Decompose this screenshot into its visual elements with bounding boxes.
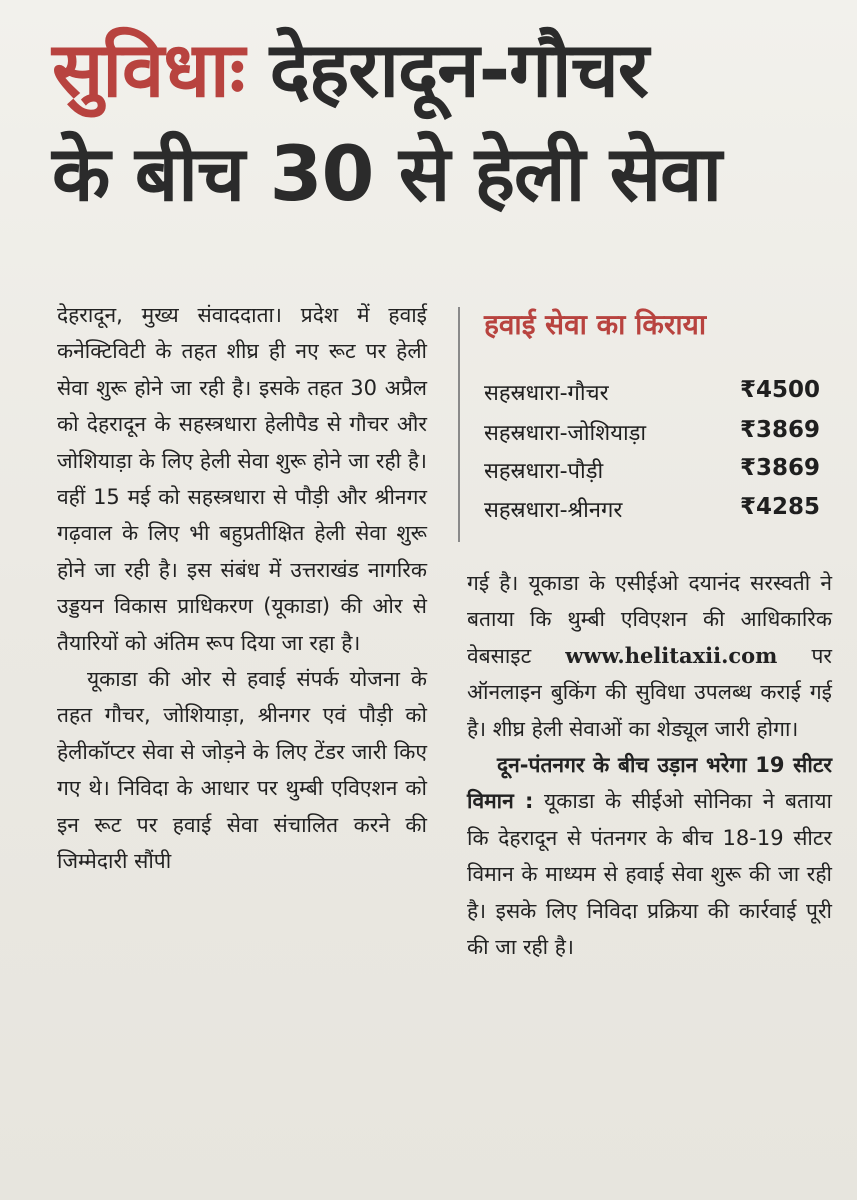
fare-price: ₹4285 [739, 494, 820, 520]
fare-route: सहस्रधारा-जोशियाड़ा [484, 421, 647, 446]
article-text: पर ऑनलाइन बुकिंग की सुविधा उपलब्ध कराई गई है। शीघ्र हेली सेवाओं का शेड्यूल जारी होगा। [467, 643, 832, 741]
fare-row [484, 494, 820, 532]
fare-box-title: हवाई सेवा का किराया [484, 308, 707, 341]
headline-kicker: सुविधाः [52, 25, 245, 114]
article-paragraph [467, 747, 832, 965]
article-left-column [57, 297, 427, 880]
fare-row [484, 455, 820, 493]
fare-route: सहस्रधारा-गौचर [484, 381, 609, 406]
fare-route: सहस्रधारा-पौड़ी [484, 459, 604, 484]
headline-line-1-text: देहरादून-गौचर [269, 25, 648, 114]
article-paragraph: यूकाडा की ओर से हवाई संपर्क योजना के तहत गौचर, जोशियाड़ा, श्रीनगर एवं पौड़ी को हेलीकॉप्टर सेवा से जोड़ने के लिए टेंडर जारी किए गए थे। निविदा के आधार पर थुम्बी एविएशन को इन रूट पर हवाई सेवा संचालित करने की जिम्मेदारी सौंपी [57, 667, 427, 874]
fare-box-divider [458, 307, 460, 542]
article-text: यूकाडा के सीईओ सोनिका ने बताया कि देहरादून से पंतनगर के बीच 18-19 सीटर विमान के माध्यम से हवाई सेवा शुरू की जा रही है। इसके लिए निविदा प्रक्रिया की कार्रवाई पूरी की जा रही है। [467, 789, 832, 960]
fare-price: ₹4500 [739, 377, 820, 403]
article-text: गई है। यूकाडा के एसीईओ दयानंद सरस्वती ने बताया कि थुम्बी एविएशन की आधिकारिक वेबसाइट [467, 571, 832, 668]
subheading: दून-पंतनगर के बीच उड़ान भरेगा 19 सीटर विमान : [467, 753, 832, 814]
article-paragraph [467, 565, 832, 747]
headline-line-2: के बीच 30 से हेली सेवा [52, 129, 722, 218]
article-right-column [467, 565, 832, 965]
headline-line-1 [52, 18, 842, 122]
fare-price: ₹3869 [739, 455, 820, 481]
fare-price: ₹3869 [739, 417, 820, 443]
article-paragraph: देहरादून, मुख्य संवाददाता। प्रदेश में हवाई कनेक्टिविटी के तहत शीघ्र ही नए रूट पर हेली सेवा शुरू होने जा रही है। इसके तहत 30 अप्रैल को देहरादून के सहस्त्रधारा हेलीपैड से गौचर और जोशियाड़ा के लिए हेली सेवा शुरू होने जा रही है। वहीं 15 मई को सहस्त्रधारा से पौड़ी और श्रीनगर गढ़वाल के लिए भी बहुप्रतीक्षित हेली सेवा शुरू होने जा रही है। इस संबंध में उत्तराखंड नागरिक उड्डयन विकास प्राधिकरण (यूकाडा) की ओर से तैयारियों को अंतिम रूप दिया जा रहा है। [57, 303, 427, 655]
fare-box [466, 307, 818, 535]
website-url: www.helitaxii.com [565, 642, 778, 668]
fare-route: सहस्रधारा-श्रीनगर [484, 498, 623, 523]
fare-row [484, 417, 820, 455]
headline [52, 18, 842, 226]
fare-row [484, 377, 820, 415]
